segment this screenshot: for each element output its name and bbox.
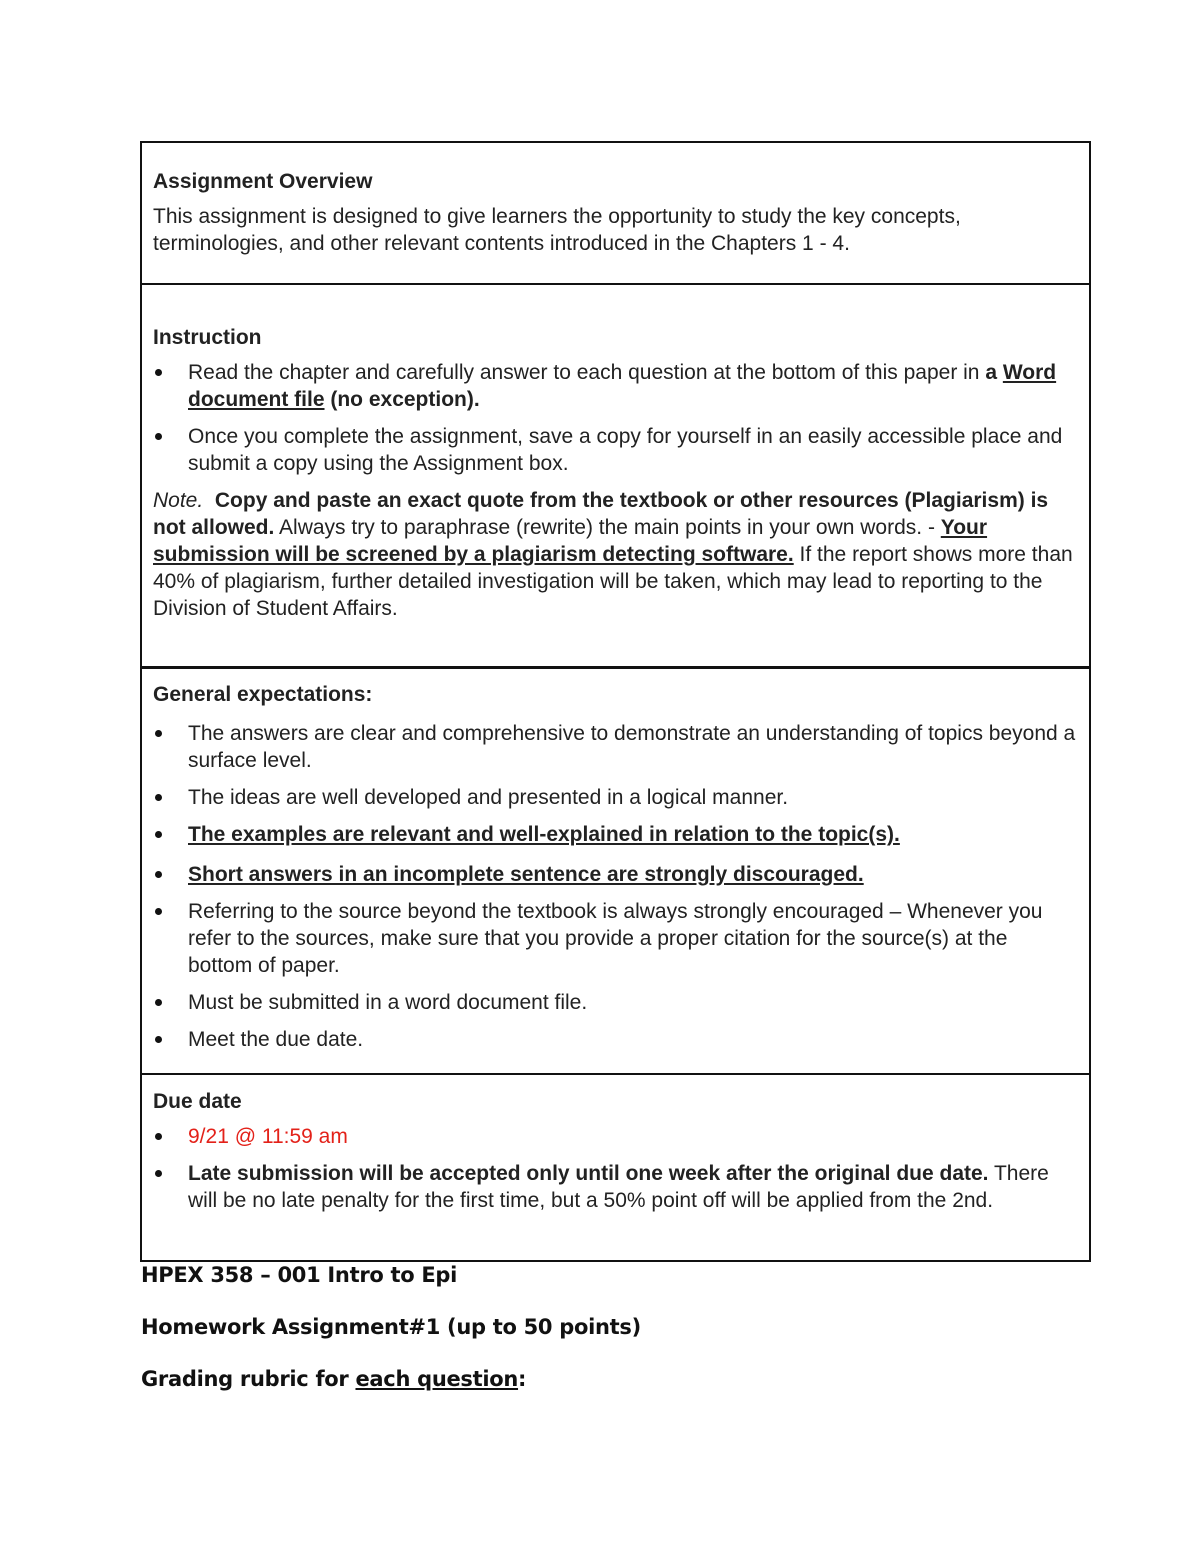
rubric-emphasis: each question [355,1367,519,1391]
rubric-prefix: Grading rubric for [141,1367,356,1391]
rubric-suffix: : [518,1367,527,1391]
note-screening: Your submission will be screened by a plagiarism detecting software. [153,516,988,566]
plagiarism-note [153,487,1077,622]
instruction-list [153,359,1077,477]
due-date-value: 9/21 @ 11:59 am [153,1123,1077,1150]
assignment-table [140,141,1091,1262]
instruction-text: Read the chapter and carefully answer to each question at the bottom of this paper in [188,361,986,384]
list-item: Must be submitted in a word document file. [153,989,1077,1016]
list-item: Short answers in an incomplete sentence are strongly discouraged. [153,861,1077,888]
course-title: HPEX 358 – 001 Intro to Epi [141,1263,458,1287]
note-bold: Copy and paste an exact quote from the textbook or other resources (Plagiarism) is not allowed. [153,489,1049,539]
due-date-list [153,1123,1077,1214]
expectations-section [142,669,1089,1075]
list-item: The ideas are well developed and presented in a logical manner. [153,784,1077,811]
overview-heading: Assignment Overview [153,170,373,193]
list-item: Referring to the source beyond the textbook is always strongly encouraged – Whenever you refer to the sources, make sure that you provide a proper citation for the source(s) at the bottom of paper. [153,898,1077,979]
overview-section [142,143,1089,285]
late-policy-bold: Late submission will be accepted only until one week after the original due date. [188,1162,989,1185]
instruction-bold: a [985,361,1003,384]
overview-text: This assignment is designed to give learners the opportunity to study the key concepts, terminologies, and other relevant contents introduced in the Chapters 1 - 4. [153,205,961,255]
no-exception-text: (no exception). [324,388,480,411]
assignment-title: Homework Assignment#1 (up to 50 points) [141,1315,641,1339]
word-file-emphasis: Word document file [188,361,1057,411]
due-date-heading: Due date [153,1090,242,1113]
instruction-section [142,285,1089,669]
list-item: Meet the due date. [153,1026,1077,1053]
list-item [153,423,1077,477]
instruction-heading: Instruction [153,326,262,349]
expectations-list [153,720,1077,1053]
list-item: The examples are relevant and well-explained in relation to the topic(s). [153,821,1077,848]
list-item: The answers are clear and comprehensive to demonstrate an understanding of topics beyond a surface level. [153,720,1077,774]
rubric-title [141,1367,526,1391]
note-text-2: If the report shows more than 40% of plagiarism, further detailed investigation will be taken, which may lead to reporting to the Division of Student Affairs. [153,543,1073,620]
note-label: Note. [153,489,204,512]
expectations-heading: General expectations: [153,683,373,706]
list-item [153,359,1077,413]
instruction-text: Once you complete the assignment, save a copy for yourself in an easily accessible place and submit a copy using the Assignment box. [188,425,1063,475]
note-text: Always try to paraphrase (rewrite) the main points in your own words. - [274,516,941,539]
late-policy-text: There will be no late penalty for the first time, but a 50% point off will be applied from the 2nd. [188,1162,1049,1212]
late-policy [153,1160,1077,1214]
due-date-section [142,1075,1089,1260]
